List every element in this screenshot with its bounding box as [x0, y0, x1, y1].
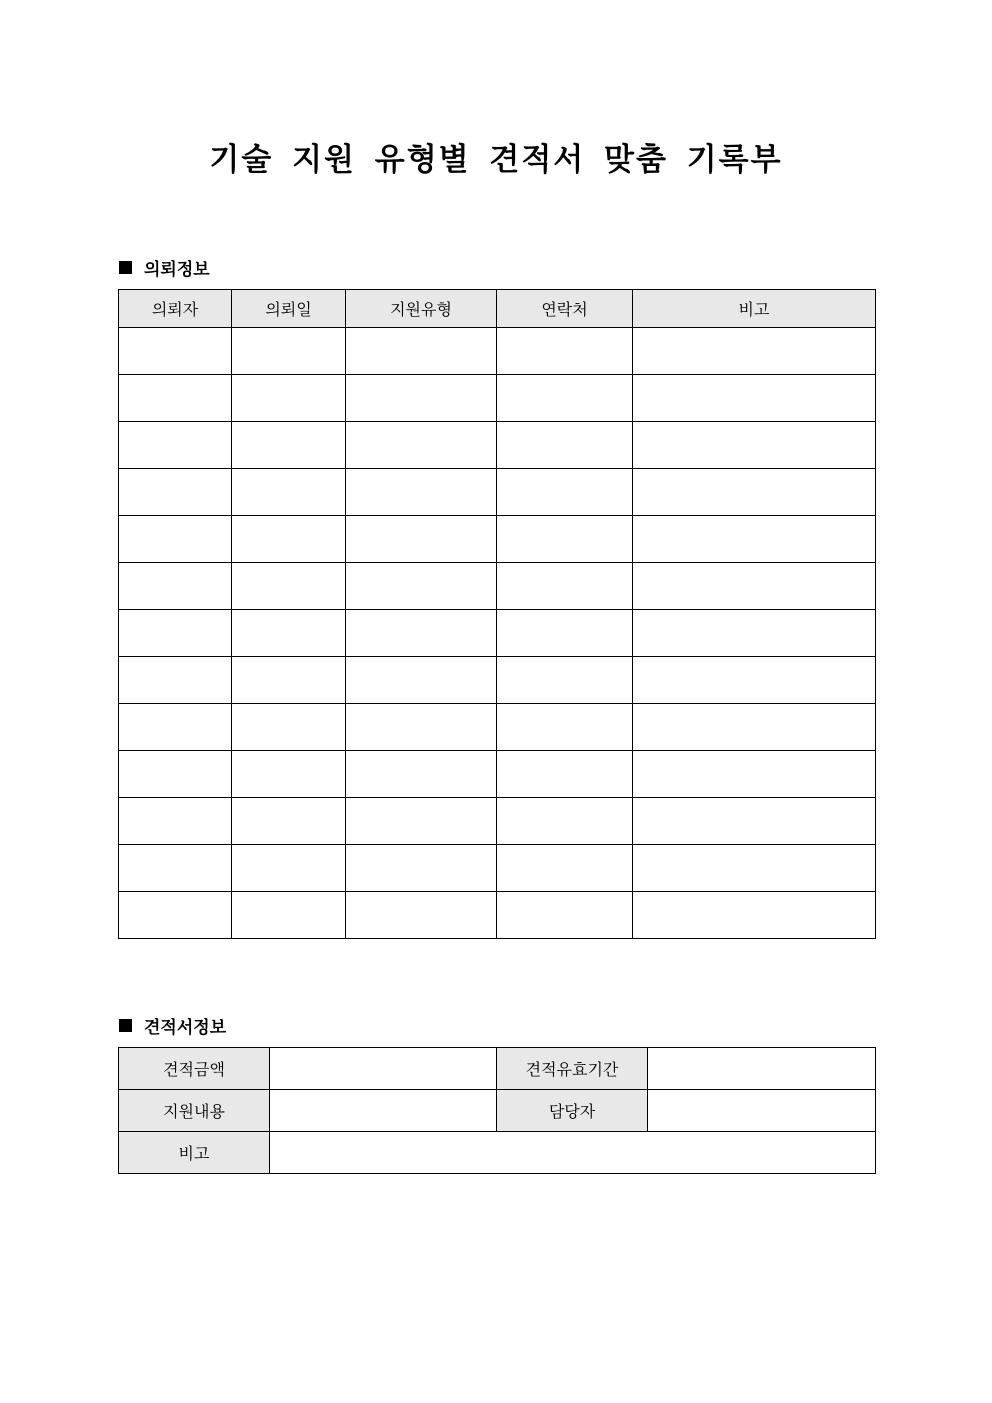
section-heading-quote [119, 1013, 226, 1038]
table-row [119, 704, 876, 751]
table-row [119, 892, 876, 939]
quote-info-table [118, 1047, 876, 1174]
cell-requester[interactable] [119, 422, 232, 469]
cell-remarks[interactable] [633, 328, 876, 375]
table-header-row [119, 290, 876, 328]
cell-support-type[interactable] [346, 657, 497, 704]
table-row [119, 798, 876, 845]
cell-remarks[interactable] [633, 422, 876, 469]
cell-requester[interactable] [119, 516, 232, 563]
cell-contact[interactable] [497, 751, 633, 798]
cell-request-date[interactable] [232, 845, 346, 892]
cell-requester[interactable] [119, 375, 232, 422]
column-header-request-date: 의뢰일 [232, 290, 346, 328]
cell-support-type[interactable] [346, 328, 497, 375]
cell-contact[interactable] [497, 610, 633, 657]
validity-field[interactable] [648, 1048, 876, 1090]
cell-contact[interactable] [497, 563, 633, 610]
cell-request-date[interactable] [232, 563, 346, 610]
cell-remarks[interactable] [633, 516, 876, 563]
page-title: 기술 지원 유형별 견적서 맞춤 기록부 [209, 142, 783, 178]
validity-label: 견적유효기간 [497, 1048, 648, 1090]
table-row [119, 375, 876, 422]
cell-remarks[interactable] [633, 892, 876, 939]
cell-request-date[interactable] [232, 328, 346, 375]
cell-remarks[interactable] [633, 751, 876, 798]
table-row [119, 469, 876, 516]
cell-contact[interactable] [497, 704, 633, 751]
cell-support-type[interactable] [346, 892, 497, 939]
amount-field[interactable] [270, 1048, 497, 1090]
table-row [119, 610, 876, 657]
cell-requester[interactable] [119, 892, 232, 939]
request-info-table [118, 289, 876, 939]
square-bullet-icon [119, 1019, 132, 1032]
cell-request-date[interactable] [232, 751, 346, 798]
cell-support-type[interactable] [346, 375, 497, 422]
manager-field[interactable] [648, 1090, 876, 1132]
cell-contact[interactable] [497, 798, 633, 845]
amount-label: 견적금액 [119, 1048, 270, 1090]
cell-support-type[interactable] [346, 704, 497, 751]
cell-request-date[interactable] [232, 610, 346, 657]
cell-contact[interactable] [497, 375, 633, 422]
cell-request-date[interactable] [232, 469, 346, 516]
cell-contact[interactable] [497, 845, 633, 892]
cell-remarks[interactable] [633, 563, 876, 610]
cell-request-date[interactable] [232, 422, 346, 469]
cell-request-date[interactable] [232, 657, 346, 704]
cell-contact[interactable] [497, 657, 633, 704]
cell-contact[interactable] [497, 516, 633, 563]
remarks-label: 비고 [119, 1132, 270, 1174]
section-heading-label: 견적서정보 [144, 1018, 227, 1038]
table-row [119, 422, 876, 469]
cell-support-type[interactable] [346, 563, 497, 610]
cell-requester[interactable] [119, 328, 232, 375]
cell-requester[interactable] [119, 798, 232, 845]
cell-remarks[interactable] [633, 610, 876, 657]
table-row [119, 751, 876, 798]
table-row [119, 1048, 876, 1090]
cell-support-type[interactable] [346, 469, 497, 516]
cell-remarks[interactable] [633, 704, 876, 751]
cell-contact[interactable] [497, 469, 633, 516]
square-bullet-icon [119, 261, 132, 274]
cell-requester[interactable] [119, 469, 232, 516]
cell-requester[interactable] [119, 563, 232, 610]
remarks-field[interactable] [270, 1132, 876, 1174]
table-row [119, 516, 876, 563]
cell-request-date[interactable] [232, 516, 346, 563]
section-heading-label: 의뢰정보 [144, 260, 210, 280]
section-heading-request [119, 255, 210, 280]
cell-support-type[interactable] [346, 845, 497, 892]
cell-contact[interactable] [497, 328, 633, 375]
column-header-remarks: 비고 [633, 290, 876, 328]
table-row [119, 1132, 876, 1174]
cell-requester[interactable] [119, 610, 232, 657]
cell-remarks[interactable] [633, 798, 876, 845]
cell-requester[interactable] [119, 751, 232, 798]
cell-remarks[interactable] [633, 375, 876, 422]
column-header-support-type: 지원유형 [346, 290, 497, 328]
cell-remarks[interactable] [633, 657, 876, 704]
cell-support-type[interactable] [346, 516, 497, 563]
cell-request-date[interactable] [232, 798, 346, 845]
cell-requester[interactable] [119, 704, 232, 751]
cell-contact[interactable] [497, 422, 633, 469]
column-header-requester: 의뢰자 [119, 290, 232, 328]
cell-support-type[interactable] [346, 422, 497, 469]
cell-contact[interactable] [497, 892, 633, 939]
cell-requester[interactable] [119, 845, 232, 892]
cell-support-type[interactable] [346, 610, 497, 657]
cell-requester[interactable] [119, 657, 232, 704]
table-row [119, 1090, 876, 1132]
content-field[interactable] [270, 1090, 497, 1132]
cell-remarks[interactable] [633, 469, 876, 516]
cell-request-date[interactable] [232, 375, 346, 422]
table-row [119, 563, 876, 610]
column-header-contact: 연락처 [497, 290, 633, 328]
cell-support-type[interactable] [346, 798, 497, 845]
table-row [119, 328, 876, 375]
table-row [119, 845, 876, 892]
content-label: 지원내용 [119, 1090, 270, 1132]
cell-support-type[interactable] [346, 751, 497, 798]
manager-label: 담당자 [497, 1090, 648, 1132]
cell-request-date[interactable] [232, 704, 346, 751]
cell-remarks[interactable] [633, 845, 876, 892]
cell-request-date[interactable] [232, 892, 346, 939]
table-row [119, 657, 876, 704]
